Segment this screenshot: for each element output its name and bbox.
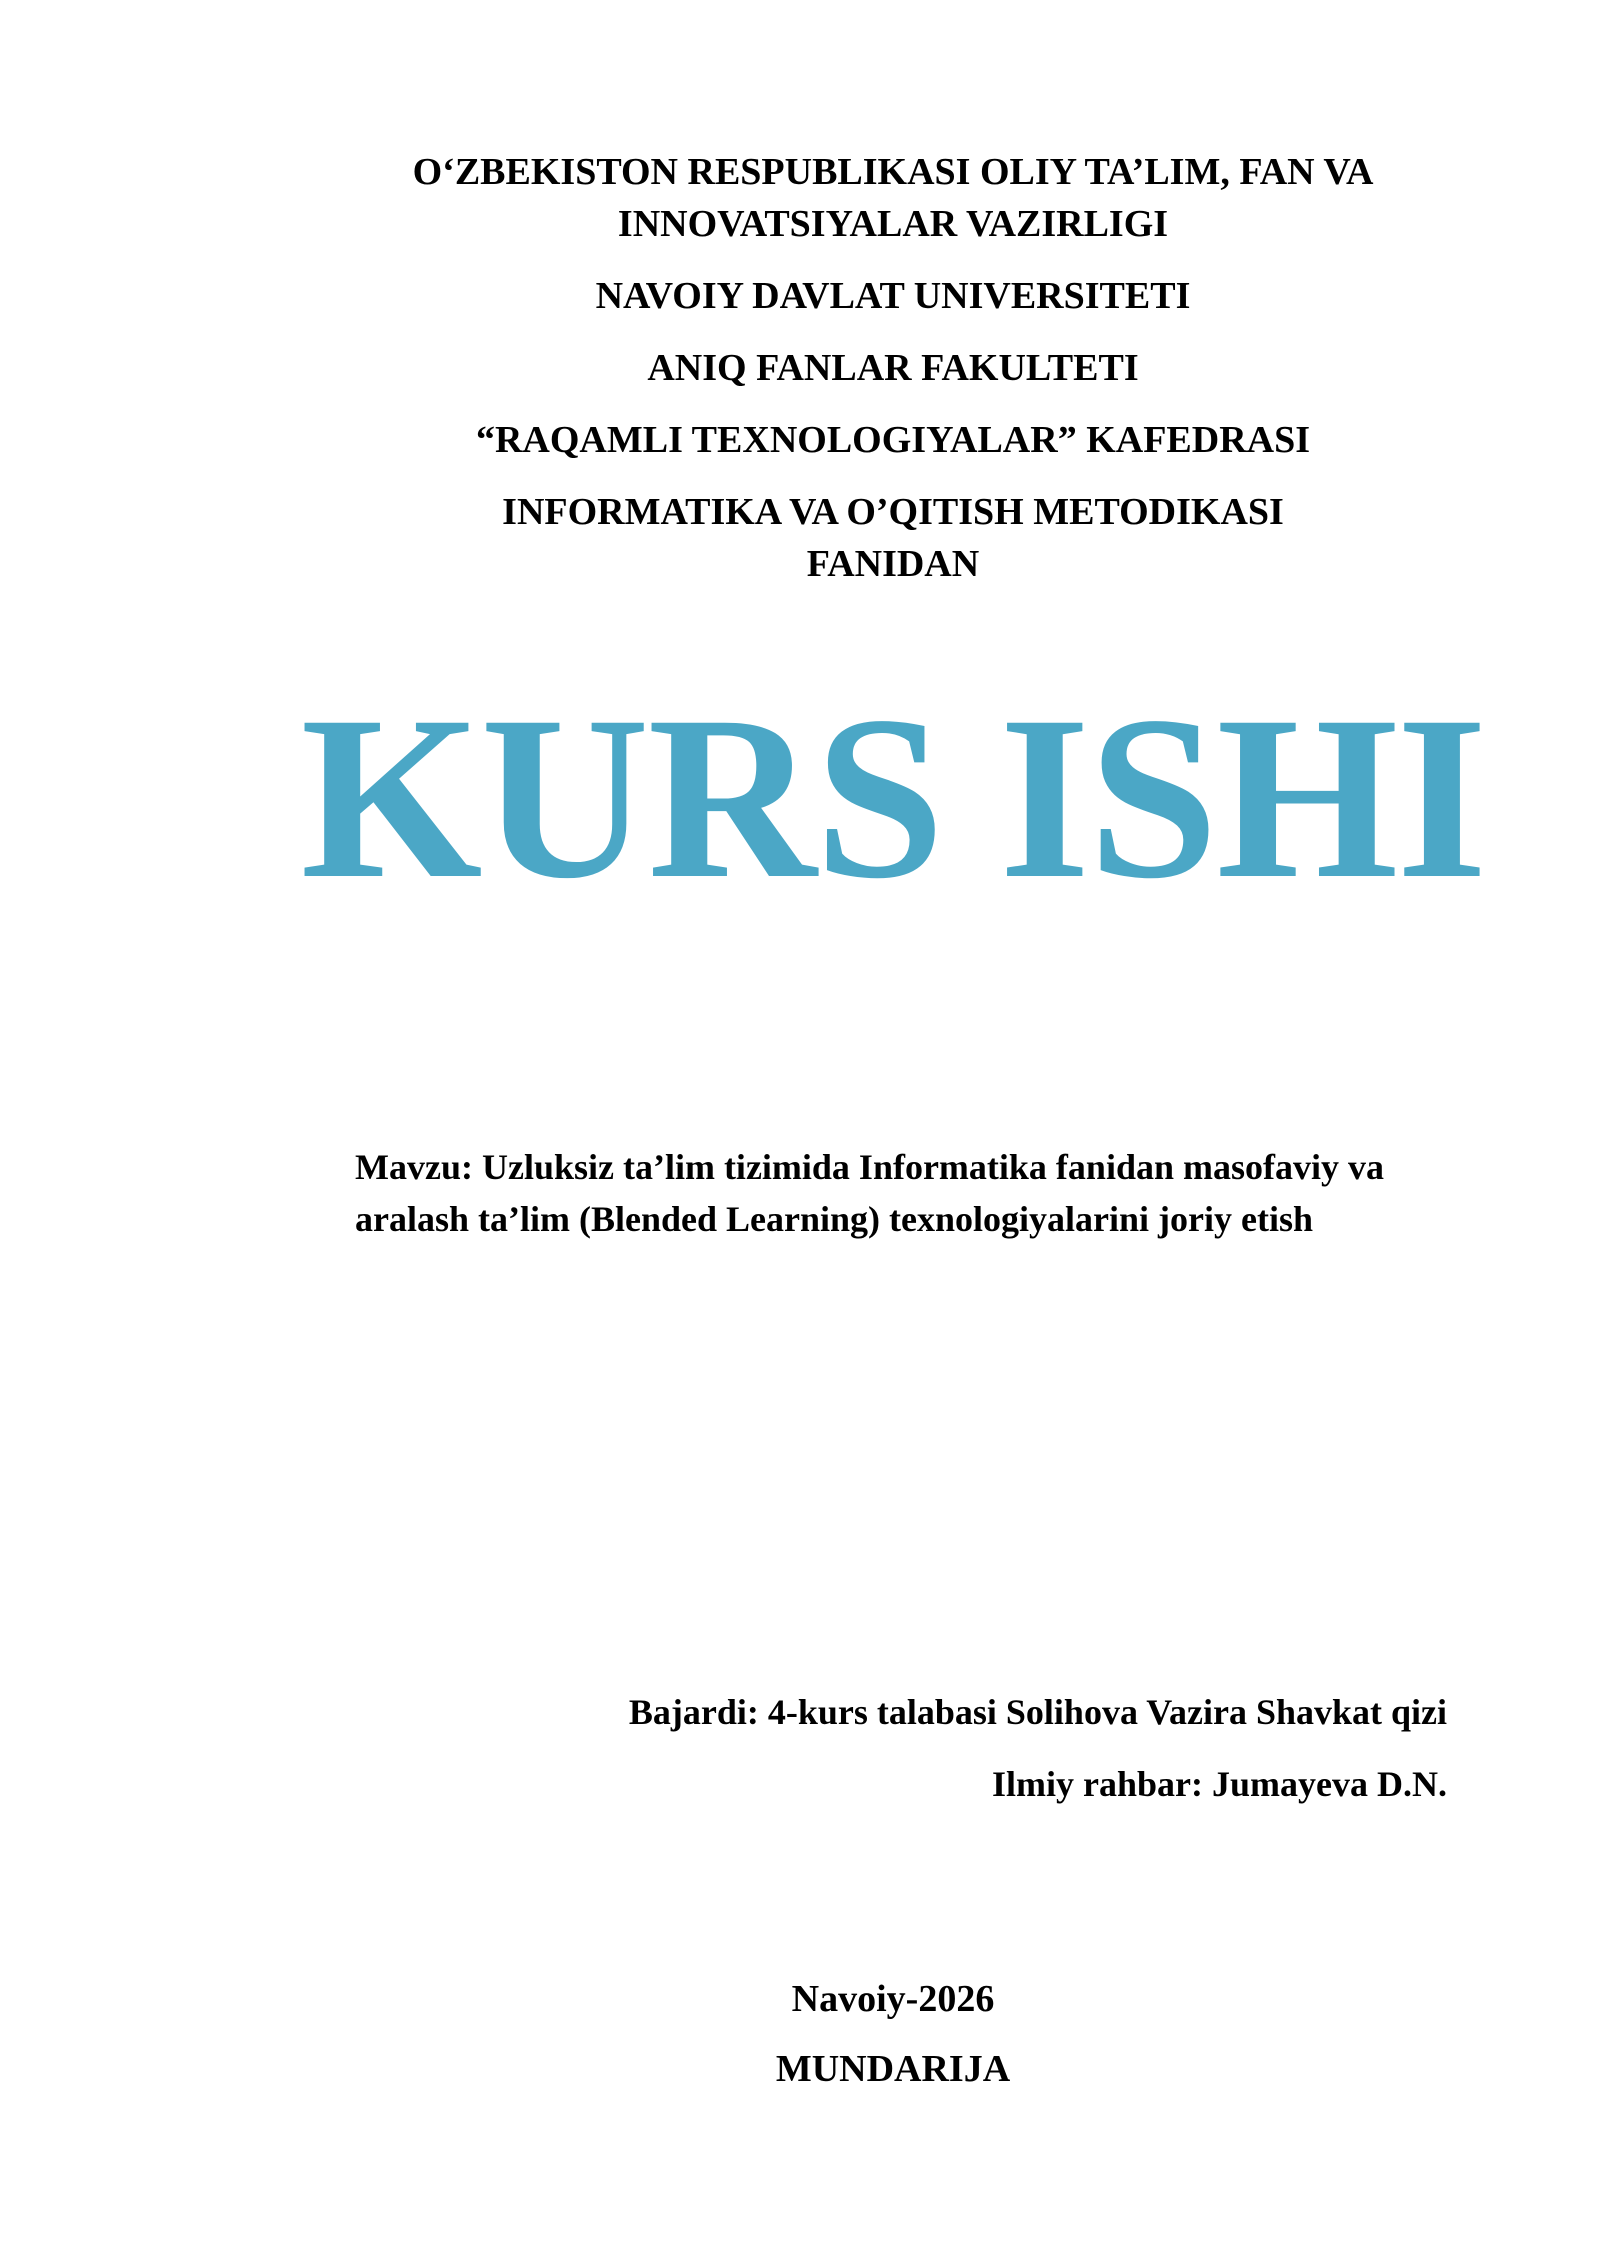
author-line: [0, 1686, 1447, 1738]
supervisor-line: [0, 1758, 1447, 1810]
department-name: “RAQAMLI TEXNOLOGIYALAR” KAFEDRASI: [475, 419, 1310, 461]
supervisor-text: Ilmiy rahbar: Jumayeva D.N.: [992, 1764, 1447, 1804]
subject-line-2: FANIDAN: [806, 543, 980, 585]
document-title: KURS ISHI: [300, 667, 1486, 927]
subject-line-1: INFORMATIKA VA O’QITISH METODIKASI: [502, 491, 1284, 533]
topic-line-1: Mavzu: Uzluksiz ta’lim tizimida Informatika fanidan masofaviy va: [355, 1147, 1384, 1187]
ministry-line-2: INNOVATSIYALAR VAZIRLIGI: [617, 203, 1169, 245]
author-text: Bajardi: 4-kurs talabasi Solihova Vazira Shavkat qizi: [628, 1692, 1447, 1732]
toc-heading: MUNDARIJA: [775, 2048, 1011, 2090]
city-year-line: Navoiy-2026: [791, 1978, 995, 2020]
faculty-name: ANIQ FANLAR FAKULTETI: [647, 347, 1139, 389]
ministry-line-1: O‘ZBEKISTON RESPUBLIKASI OLIY TA’LIM, FAN VA: [412, 151, 1374, 193]
header-block: [186, 146, 1600, 590]
university-name: NAVOIY DAVLAT UNIVERSITETI: [595, 275, 1191, 317]
topic-line-2: aralash ta’lim (Blended Learning) texnologiyalarini joriy etish: [355, 1199, 1313, 1239]
topic-block: [355, 1141, 1455, 1245]
